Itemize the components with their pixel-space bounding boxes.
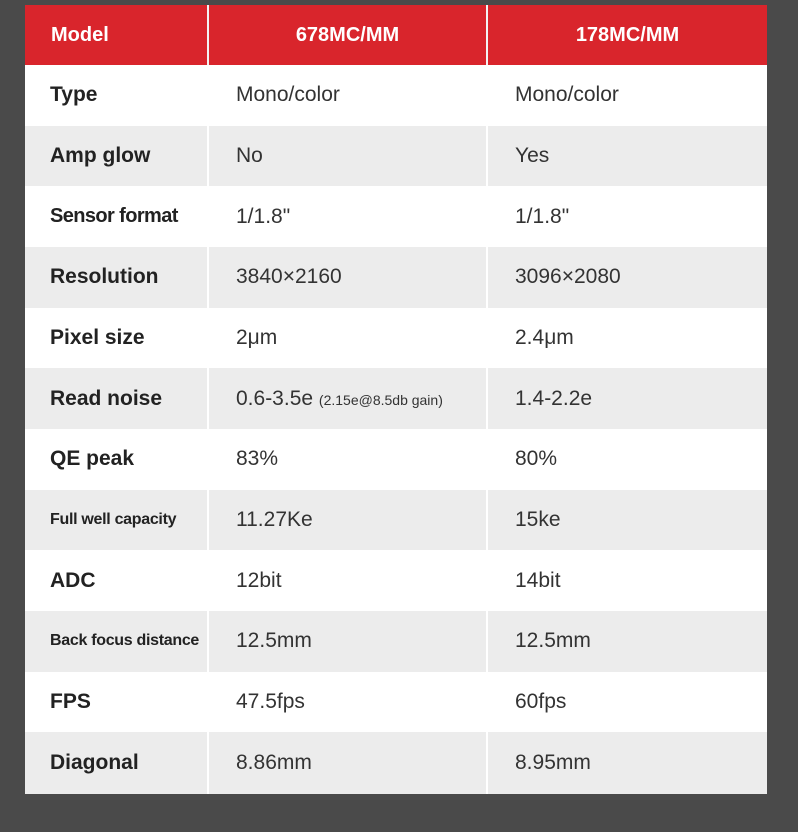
row-diagonal — [25, 732, 767, 794]
row-label: Pixel size — [25, 308, 208, 369]
value-678: No — [208, 126, 487, 187]
value-678: 11.27Ke — [208, 490, 487, 551]
row-sensor-format — [25, 186, 767, 247]
value-678: 12.5mm — [208, 611, 487, 672]
value-178: 1.4-2.2e — [487, 368, 767, 429]
header-model-label: Model — [25, 5, 208, 65]
row-label: Resolution — [25, 247, 208, 308]
row-label: FPS — [25, 672, 208, 733]
row-type — [25, 65, 767, 126]
value-678: 47.5fps — [208, 672, 487, 733]
value-678: 1/1.8" — [208, 186, 487, 247]
value-678: 3840×2160 — [208, 247, 487, 308]
row-label: Read noise — [25, 368, 208, 429]
value-main: 0.6-3.5e — [236, 386, 314, 410]
row-label: Diagonal — [25, 732, 208, 794]
row-resolution — [25, 247, 767, 308]
value-178: 12.5mm — [487, 611, 767, 672]
value-178: 15ke — [487, 490, 767, 551]
value-178: Yes — [487, 126, 767, 187]
value-678: 8.86mm — [208, 732, 487, 794]
value-678: 12bit — [208, 550, 487, 611]
row-label: Sensor format — [25, 186, 208, 247]
value-678 — [208, 368, 487, 429]
row-label: QE peak — [25, 429, 208, 490]
value-678: Mono/color — [208, 65, 487, 126]
value-178: 14bit — [487, 550, 767, 611]
row-label: Amp glow — [25, 126, 208, 187]
value-178: 8.95mm — [487, 732, 767, 794]
row-adc — [25, 550, 767, 611]
table-header-row — [25, 5, 767, 65]
spec-comparison-table — [25, 5, 767, 794]
row-label: Type — [25, 65, 208, 126]
value-178: Mono/color — [487, 65, 767, 126]
row-read-noise — [25, 368, 767, 429]
row-back-focus-distance — [25, 611, 767, 672]
value-178: 60fps — [487, 672, 767, 733]
value-178: 80% — [487, 429, 767, 490]
row-label: ADC — [25, 550, 208, 611]
row-label: Back focus distance — [25, 611, 208, 672]
row-label: Full well capacity — [25, 490, 208, 551]
row-pixel-size — [25, 308, 767, 369]
value-178: 2.4μm — [487, 308, 767, 369]
gain-note: (2.15e@8.5db gain) — [318, 391, 443, 408]
header-678mc-mm: 678MC/MM — [208, 5, 487, 65]
value-178: 3096×2080 — [487, 247, 767, 308]
value-178: 1/1.8" — [487, 186, 767, 247]
value-678: 2μm — [208, 308, 487, 369]
value-678: 83% — [208, 429, 487, 490]
row-fps — [25, 672, 767, 733]
row-qe-peak — [25, 429, 767, 490]
row-full-well-capacity — [25, 490, 767, 551]
row-amp-glow — [25, 126, 767, 187]
header-178mc-mm: 178MC/MM — [487, 5, 767, 65]
